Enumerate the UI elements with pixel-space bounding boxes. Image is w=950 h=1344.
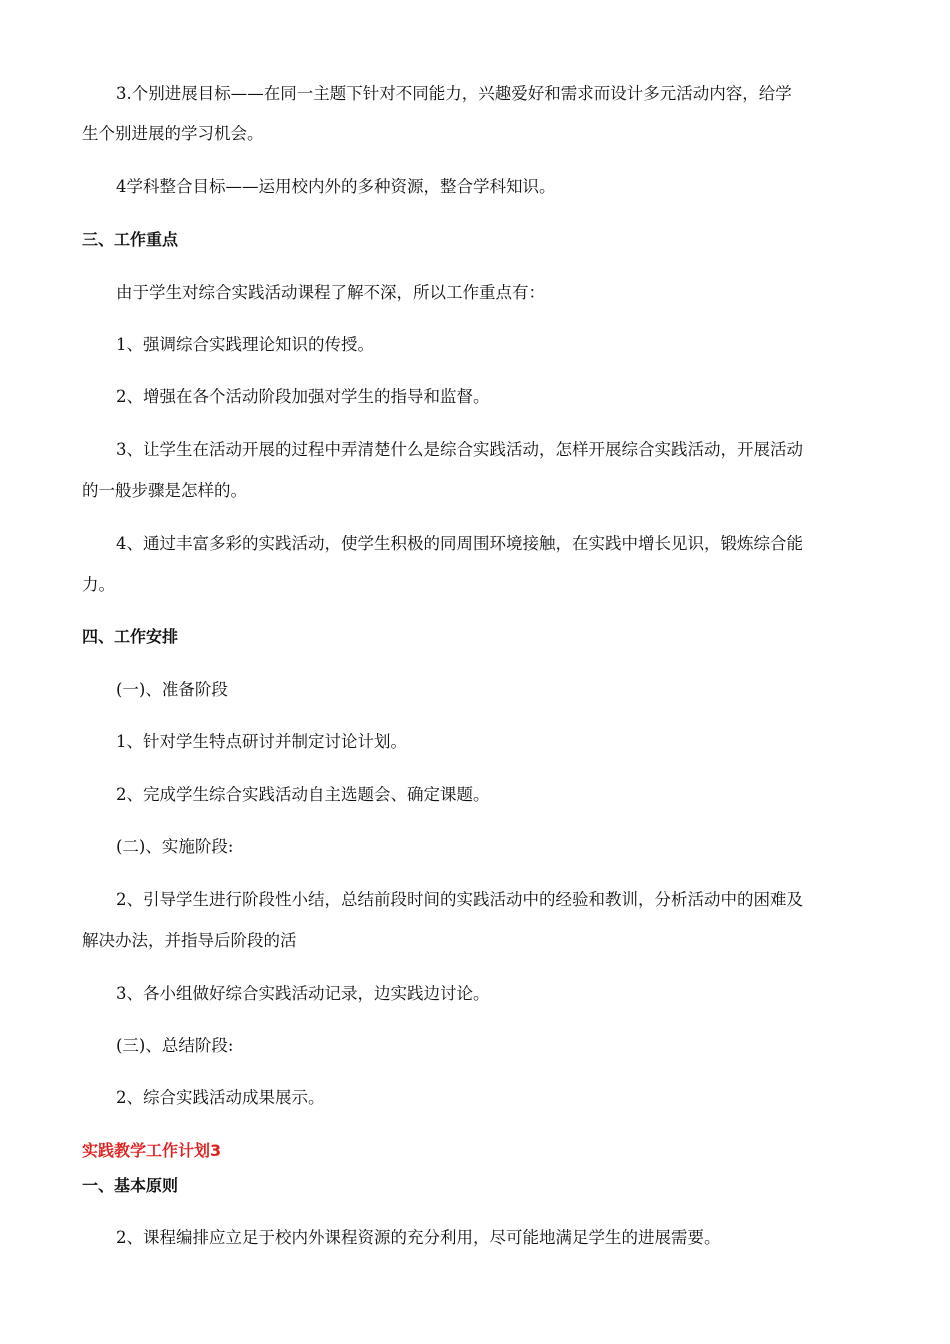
section-heading: 三、工作重点 <box>82 230 179 249</box>
list-item: 2、完成学生综合实践活动自主选题会、确定课题。 <box>116 785 490 804</box>
subsection-label: (一)、准备阶段 <box>116 680 228 699</box>
list-item: 4、通过丰富多彩的实践活动，使学生积极的同周围环境接触，在实践中增长见识，锻炼综合能 <box>116 534 803 553</box>
subsection-label: (三)、总结阶段: <box>116 1036 234 1055</box>
list-item: 3、让学生在活动开展的过程中弄清楚什么是综合实践活动，怎样开展综合实践活动，开展活动 <box>116 440 803 459</box>
subsection-label: (二)、实施阶段: <box>116 837 234 856</box>
section-heading: 一、基本原则 <box>82 1176 179 1195</box>
paragraph-line: 力。 <box>82 575 115 594</box>
list-item: 1、强调综合实践理论知识的传授。 <box>116 335 374 354</box>
list-item: 2、引导学生进行阶段性小结，总结前段时间的实践活动中的经验和教训，分析活动中的困难及 <box>116 890 803 909</box>
list-item: 3、各小组做好综合实践活动记录，边实践边讨论。 <box>116 984 490 1003</box>
paragraph-line: 的一般步骤是怎样的。 <box>82 481 247 500</box>
document-title: 实践教学工作计划3 <box>82 1141 222 1160</box>
paragraph-line: 生个别进展的学习机会。 <box>82 124 264 143</box>
list-item: 2、课程编排应立足于校内外课程资源的充分利用，尽可能地满足学生的进展需要。 <box>116 1228 721 1247</box>
list-item: 1、针对学生特点研讨并制定讨论计划。 <box>116 732 407 751</box>
list-item: 2、增强在各个活动阶段加强对学生的指导和监督。 <box>116 387 490 406</box>
list-item: 2、综合实践活动成果展示。 <box>116 1088 325 1107</box>
paragraph-line: 4学科整合目标——运用校内外的多种资源，整合学科知识。 <box>116 177 556 196</box>
paragraph-line: 解决办法，并指导后阶段的活 <box>82 931 297 950</box>
paragraph-line: 3.个别进展目标——在同一主题下针对不同能力，兴趣爱好和需求而设计多元活动内容，给学 <box>116 84 792 103</box>
paragraph-line: 由于学生对综合实践活动课程了解不深，所以工作重点有： <box>116 283 545 302</box>
section-heading: 四、工作安排 <box>82 627 179 646</box>
